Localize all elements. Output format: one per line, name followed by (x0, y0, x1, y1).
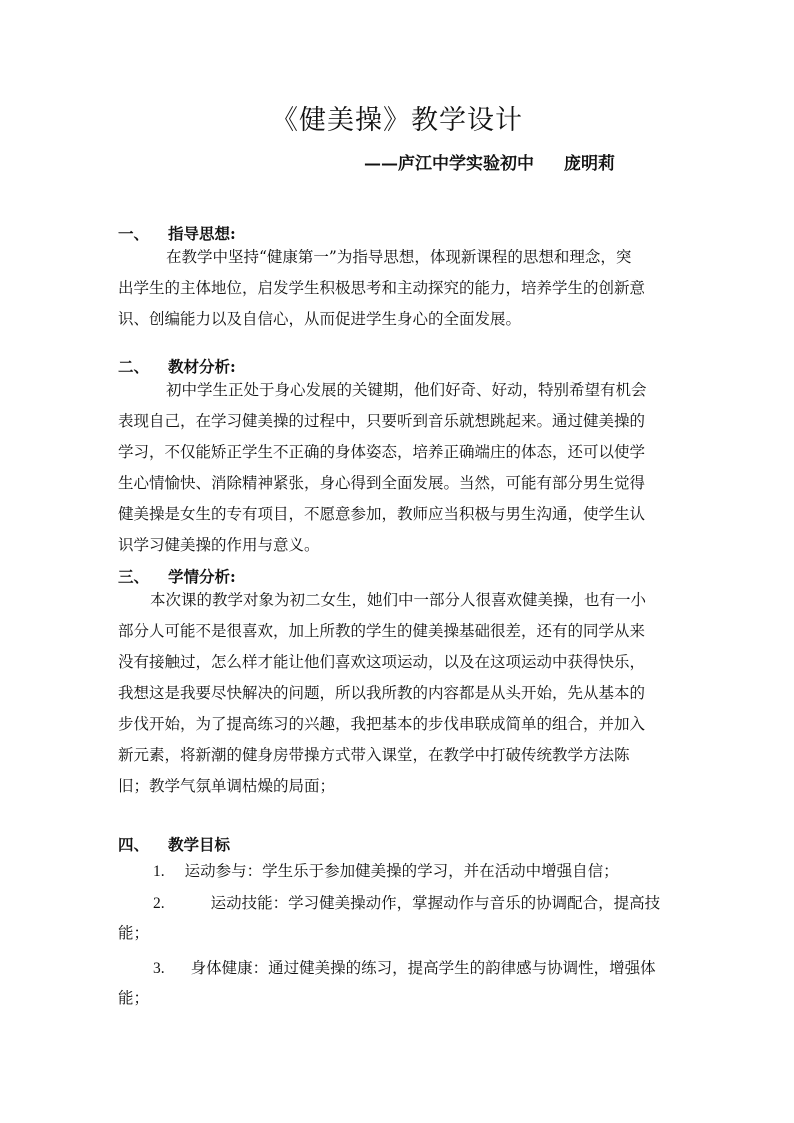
section-paragraph-3 (118, 585, 678, 802)
section-number: 二、 (118, 357, 150, 376)
paragraph-line: 没有接触过，怎么样才能让他们喜欢这项运动，以及在这项运动中获得快乐， (118, 653, 646, 671)
item-text: 身体健康：通过健美操的练习，提高学生的韵律感与协调性，增强体 (190, 959, 656, 977)
objective-item-3 (153, 953, 656, 984)
paragraph-line: 学习，不仅能矫正学生不正确的身体姿态，培养正确端庄的体态，还可以使学 (118, 443, 646, 461)
section-title: 教学目标 (168, 835, 231, 854)
objective-item-2-cont: 能； (118, 924, 150, 942)
section-number: 三、 (118, 567, 150, 586)
section-heading-1 (118, 222, 236, 244)
item-number: 1. (153, 863, 165, 880)
paragraph-line: 初中学生正处于身心发展的关键期，他们好奇、好动，特别希望有机会 (166, 381, 647, 399)
paragraph-line: 在教学中坚持“健康第一”为指导思想，体现新课程的思想和理念，突 (166, 248, 632, 266)
document-title: 《健美操》教学设计 (271, 105, 523, 136)
paragraph-line: 本次课的教学对象为初二女生，她们中一部分人很喜欢健美操，也有一小 (150, 591, 647, 609)
item-number: 2. (153, 895, 165, 912)
section-title: 指导思想: (168, 224, 236, 243)
paragraph-line: 我想这是我要尽快解决的问题，所以我所教的内容都是从头开始，先从基本的 (118, 684, 646, 702)
section-heading-2 (118, 355, 236, 377)
section-heading-3 (118, 565, 236, 587)
paragraph-line: 出学生的主体地位，启发学生积极思考和主动探究的能力，培养学生的创新意 (118, 279, 646, 297)
item-number: 3. (153, 960, 165, 977)
section-paragraph-1 (118, 242, 678, 335)
paragraph-line: 部分人可能不是很喜欢，加上所教的学生的健美操基础很差，还有的同学从来 (118, 622, 646, 640)
section-title: 学情分析: (168, 567, 236, 586)
objective-item-3-cont: 能； (118, 989, 150, 1007)
section-number: 一、 (118, 224, 150, 243)
section-paragraph-2 (118, 375, 678, 561)
paragraph-line: 新元素，将新潮的健身房带操方式带入课堂，在教学中打破传统教学方法陈 (118, 746, 630, 764)
paragraph-line: 表现自己，在学习健美操的过程中，只要听到音乐就想跳起来。通过健美操的 (118, 412, 646, 430)
paragraph-line: 健美操是女生的专有项目，不愿意参加，教师应当积极与男生沟通，使学生认 (118, 505, 646, 523)
objective-item-2 (153, 888, 660, 919)
paragraph-line: 生心情愉快、消除精神紧张，身心得到全面发展。当然，可能有部分男生觉得 (118, 474, 646, 492)
paragraph-line: 旧；教学气氛单调枯燥的局面； (118, 777, 336, 795)
author-name: 庞明莉 (564, 154, 615, 174)
paragraph-line: 识学习健美操的作用与意义。 (118, 536, 320, 554)
item-text: 运动参与：学生乐于参加健美操的学习，并在活动中增强自信； (184, 862, 619, 880)
paragraph-line: 识、创编能力以及自信心，从而促进学生身心的全面发展。 (118, 310, 522, 328)
item-text: 运动技能：学习健美操动作，掌握动作与音乐的协调配合，提高技 (210, 894, 661, 912)
document-subtitle (364, 149, 615, 174)
section-title: 教材分析: (168, 357, 236, 376)
section-number: 四、 (118, 835, 150, 854)
school-name: ——庐江中学实验初中 (364, 154, 534, 174)
section-heading-4 (118, 833, 230, 855)
objective-item-1 (153, 856, 619, 887)
paragraph-line: 步伐开始，为了提高练习的兴趣，我把基本的步伐串联成简单的组合，并加入 (118, 715, 646, 733)
